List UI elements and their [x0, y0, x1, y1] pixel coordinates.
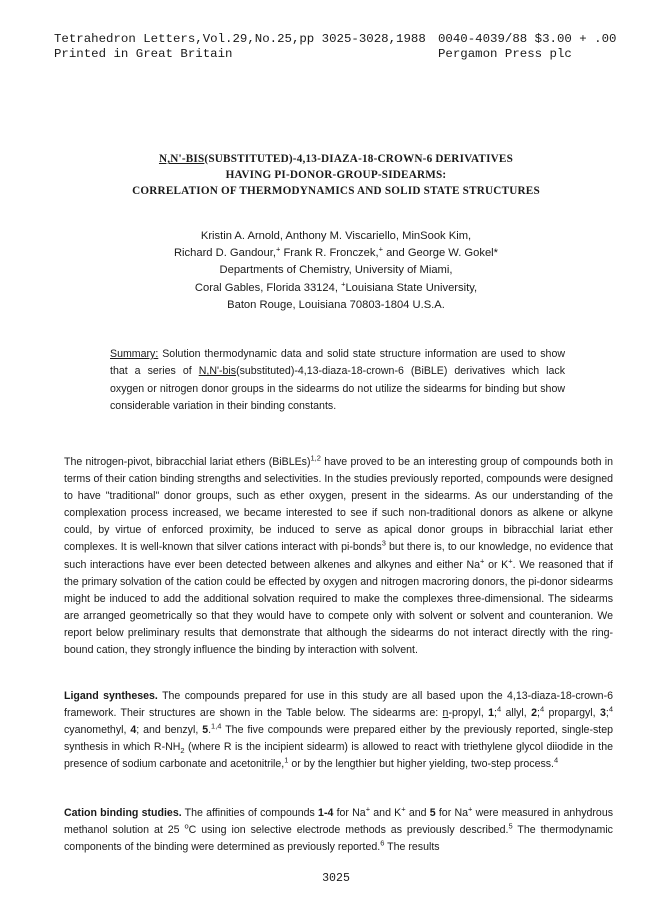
publisher-line: Pergamon Press plc [438, 47, 572, 61]
compound-number: 5 [202, 724, 209, 737]
authors-line-1: Kristin A. Arnold, Anthony M. Viscariello, MinSook Kim, [200, 230, 472, 242]
affiliation-line-1: Departments of Chemistry, University of Miami, [219, 264, 453, 277]
reference-marker: 1,4 [211, 721, 222, 731]
reference-marker: 4 [608, 704, 613, 714]
compound-number: 1 [488, 707, 495, 720]
dagger-mark: + [378, 244, 383, 254]
summary-paragraph: Summary: Solution thermodynamic data and solid state structure information are used to show that a series of N,N'-bis(substituted)-4,13-diaza-18-crown-6 (BiBLE) derivatives which lack oxygen or nitrogen donor groups in the sidearms do not utilize the sidearms for binding but show considerable variation in their binding constants. [110, 348, 565, 413]
page-number: 3025 [322, 872, 350, 885]
degree-mark: o [184, 821, 189, 831]
affiliation-line-2: Coral Gables, Florida 33124, +Louisiana State University, [194, 278, 478, 294]
summary-label: Summary: [110, 348, 159, 360]
dagger-mark: + [341, 278, 346, 288]
title-line-3: CORRELATION OF THERMODYNAMICS AND SOLID STATE STRUCTURES [132, 185, 540, 197]
price-line: 0040-4039/88 $3.00 + .00 [438, 32, 617, 46]
section-heading: Ligand syntheses. [64, 690, 158, 702]
reference-marker: 4 [554, 755, 559, 765]
cation-binding-paragraph: Cation binding studies. The affinities of compounds 1-4 for Na+ and K+ and 5 for Na+ were measured in anhydrous methanol solution at 25 $^o$C using ion selective electrode methods as previously described.$^5$ The thermodynamic components of the binding were determined as previously reported.$^6$ The results [64, 804, 614, 854]
title-line-1 [0, 151, 672, 167]
reference-marker: 6 [380, 838, 385, 848]
compound-number: 3 [599, 707, 606, 720]
price-publisher-header [438, 32, 616, 62]
nn-bis-term: N,N'-bis [198, 365, 237, 378]
journal-citation-header [54, 32, 426, 62]
reference-marker: 4 [539, 704, 545, 714]
reference-marker: 1 [284, 755, 289, 765]
title-line-2: HAVING PI-DONOR-GROUP-SIDEARMS: [225, 169, 447, 181]
journal-line: Tetrahedron Letters,Vol.29,No.25,pp 3025-3028,1988 [54, 32, 426, 46]
reference-marker: 5 [508, 821, 513, 831]
author-block [0, 228, 672, 314]
affiliation-line-3: Baton Rouge, Louisiana 70803-1804 U.S.A. [227, 298, 445, 311]
compound-number: 1-4 [318, 807, 334, 819]
title-line-1-rest: (SUBSTITUTED)-4,13-DIAZA-18-CROWN-6 DERIVATIVES [204, 153, 514, 165]
title-prefix: N,N'-BIS [158, 153, 205, 165]
compound-number: 5 [429, 807, 436, 819]
compound-number: 4 [130, 724, 137, 737]
reference-marker: 3 [381, 538, 386, 548]
authors-line-2: Richard D. Gandour,+ Frank R. Fronczek,+ and George W. Gokel* [173, 244, 499, 260]
printed-line: Printed in Great Britain [54, 47, 233, 61]
section-heading: Cation binding studies. [64, 807, 182, 819]
reference-marker: 1,2 [310, 453, 321, 463]
ligand-syntheses-paragraph: Ligand syntheses. The compounds prepared for use in this study are all based upon the 4,13-diaza-18-crown-6 framework. Their structures are shown in the Table below. The sidearms are: n-propyl, 1;$^4$ allyl, 2;$^4$ propargyl, 3;$^4$ cyanomethyl, 4; and benzyl, 5.$^{1,4}$ The five compounds were prepared either by the previously reported, single-step synthesis in which $R-NH_2$ (where R is the incipient sidearm) is allowed to react with triethylene glycol diiodide in the presence of sodium carbonate and acetonitrile,$^1$ or by the lengthier but higher yielding, two-step process.$^4$ [64, 690, 613, 771]
reference-marker: 4 [497, 704, 502, 714]
compound-number: 2 [531, 707, 537, 720]
dagger-mark: + [275, 244, 281, 254]
article-title [0, 151, 672, 199]
intro-paragraph: The nitrogen-pivot, bibracchial lariat ethers (BiBLEs)$^{1,2}$ have proved to be an interesting group of compounds both in terms of their cation binding strengths and selectivities. In the studies previously reported, compounds were designed to have "traditional" donor groups, such as ether oxygen, present in the sidearms. As our understanding of the complexation process increased, we became interested to see if such non-traditional donors as alkene or alkyne could, by virtue of enforced proximity, be induced to serve as apical donor groups in bibracchial lariat ether complexes. It is well-known that silver cations interact with pi-bonds$^3$ but there is, to our knowledge, no evidence that such interactions have ever been detected between alkenes and alkynes and either Na+ or K+. We reasoned that if the primary solvation of the cation could be effected by oxygen and nitrogen macroring donors, the pi-donor sidearms might be induced to add the additional solvation required to make the complexes three-dimensional. The sidearms are arranged geometrically so that they would have to compete only with solvent or solvent and counteranion. We report below preliminary results that demonstrate that although the sidearms do not interact directly with the ring-bound cation, they strongly influence the binding by interaction with solvent. [64, 453, 613, 657]
